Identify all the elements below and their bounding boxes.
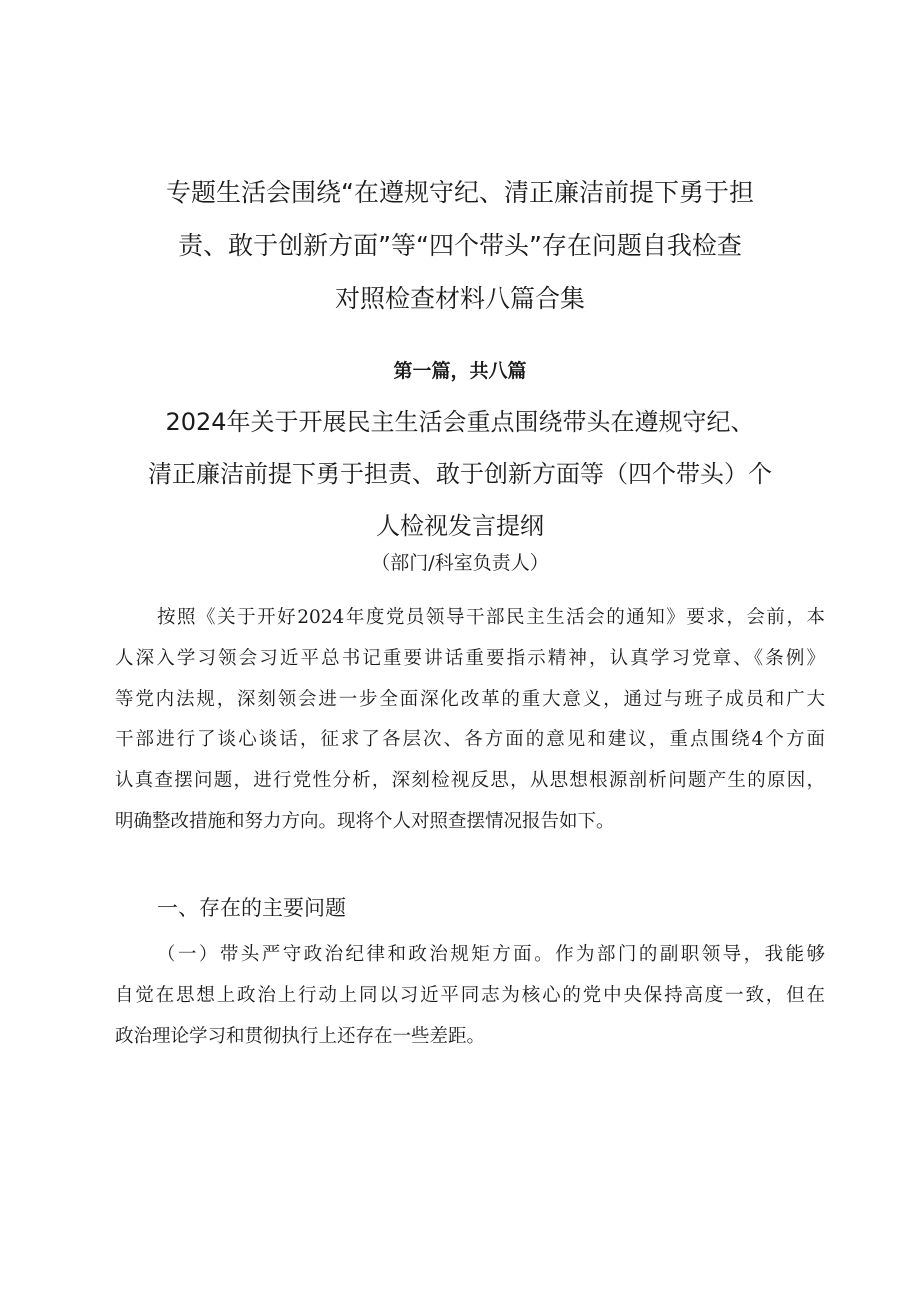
main-title-line: 专题生活会围绕“在遵规守纪、清正廉洁前提下勇于担: [166, 178, 754, 207]
paragraph-line: 等党内法规，深刻领会进一步全面深化改革的重大意义，通过与班子成员和广大: [115, 688, 825, 710]
role-label: （部门/科室负责人）: [371, 552, 549, 574]
paragraph-line: 认真查摆问题，进行党性分析，深刻检视反思，从思想根源剖析问题产生的原因，: [115, 770, 825, 792]
section-heading: 一、存在的主要问题: [157, 896, 346, 920]
sub-title-line: 2024年关于开展民主生活会重点围绕带头在遵规守纪、: [165, 408, 755, 436]
part-label: 第一篇，共八篇: [393, 360, 527, 382]
document-sub-title: [100, 396, 820, 552]
section-paragraph: [115, 935, 825, 1057]
intro-paragraph: [115, 598, 825, 843]
main-title-line: 责、敢于创新方面”等“四个带头”存在问题自我检查: [178, 231, 742, 260]
paragraph-line: 明确整改措施和努力方向。现将个人对照查摆情况报告如下。: [115, 810, 615, 832]
sub-title-line: 人检视发言提纲: [376, 512, 544, 540]
paragraph-line: 自觉在思想上政治上行动上同以习近平同志为核心的党中央保持高度一致，但在: [115, 984, 825, 1006]
document-main-title: [110, 166, 810, 325]
main-title-line: 对照检查材料八篇合集: [334, 284, 585, 313]
sub-title-line: 清正廉洁前提下勇于担责、敢于创新方面等（四个带头）个: [148, 460, 772, 488]
paragraph-line: （一）带头严守政治纪律和政治规矩方面。作为部门的副职领导，我能够: [157, 944, 825, 965]
paragraph-line: 按照《关于开好2024年度党员领导干部民主生活会的通知》要求，会前，本: [157, 607, 825, 628]
paragraph-line: 干部进行了谈心谈话，征求了各层次、各方面的意见和建议，重点围绕4个方面: [115, 729, 825, 751]
paragraph-line: 政治理论学习和贯彻执行上还存在一些差距。: [115, 1025, 486, 1047]
paragraph-line: 人深入学习领会习近平总书记重要讲话重要指示精神，认真学习党章、《条例》: [115, 647, 825, 669]
